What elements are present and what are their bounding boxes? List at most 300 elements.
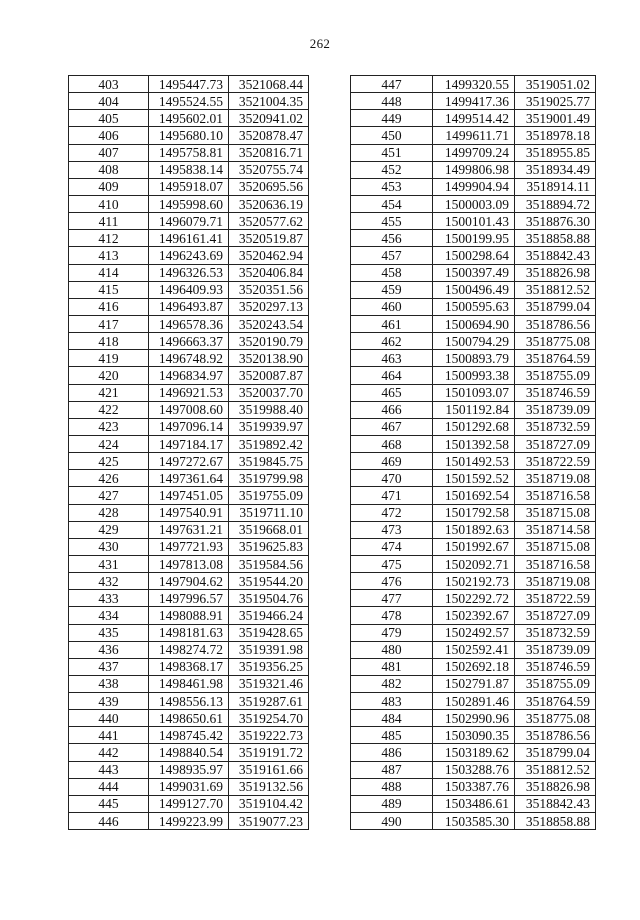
- point-number-cell: 474: [351, 538, 433, 555]
- y-coordinate-cell: 3520577.62: [229, 213, 309, 230]
- x-coordinate-cell: 1497184.17: [149, 435, 229, 452]
- y-coordinate-cell: 3518812.52: [515, 761, 596, 778]
- x-coordinate-cell: 1497361.64: [149, 470, 229, 487]
- x-coordinate-cell: 1497272.67: [149, 453, 229, 470]
- table-row: [69, 641, 309, 658]
- table-row: [69, 693, 309, 710]
- y-coordinate-cell: 3518894.72: [515, 195, 596, 212]
- table-row: [69, 264, 309, 281]
- x-coordinate-cell: 1498088.91: [149, 607, 229, 624]
- point-number-cell: 417: [69, 315, 149, 332]
- x-coordinate-cell: 1502891.46: [433, 693, 515, 710]
- table-row: [351, 693, 596, 710]
- x-coordinate-cell: 1498745.42: [149, 727, 229, 744]
- table-row: [69, 487, 309, 504]
- table-row: [69, 710, 309, 727]
- x-coordinate-cell: 1497540.91: [149, 504, 229, 521]
- y-coordinate-cell: 3519668.01: [229, 521, 309, 538]
- table-row: [69, 350, 309, 367]
- table-row: [351, 744, 596, 761]
- y-coordinate-cell: 3518739.09: [515, 641, 596, 658]
- y-coordinate-cell: 3518716.58: [515, 555, 596, 572]
- point-number-cell: 414: [69, 264, 149, 281]
- x-coordinate-cell: 1498650.61: [149, 710, 229, 727]
- point-number-cell: 476: [351, 573, 433, 590]
- table-row: [351, 538, 596, 555]
- point-number-cell: 470: [351, 470, 433, 487]
- table-row: [351, 401, 596, 418]
- point-number-cell: 426: [69, 470, 149, 487]
- x-coordinate-cell: 1502192.73: [433, 573, 515, 590]
- table-row: [69, 555, 309, 572]
- table-row: [351, 195, 596, 212]
- point-number-cell: 452: [351, 161, 433, 178]
- x-coordinate-cell: 1498368.17: [149, 658, 229, 675]
- table-row: [351, 590, 596, 607]
- y-coordinate-cell: 3520941.02: [229, 110, 309, 127]
- x-coordinate-cell: 1502492.57: [433, 624, 515, 641]
- table-row: [351, 93, 596, 110]
- x-coordinate-cell: 1500595.63: [433, 298, 515, 315]
- x-coordinate-cell: 1498556.13: [149, 693, 229, 710]
- table-row: [351, 264, 596, 281]
- x-coordinate-cell: 1496921.53: [149, 384, 229, 401]
- y-coordinate-cell: 3519025.77: [515, 93, 596, 110]
- point-number-cell: 442: [69, 744, 149, 761]
- point-number-cell: 405: [69, 110, 149, 127]
- x-coordinate-cell: 1503090.35: [433, 727, 515, 744]
- y-coordinate-cell: 3518746.59: [515, 384, 596, 401]
- point-number-cell: 436: [69, 641, 149, 658]
- table-row: [69, 230, 309, 247]
- y-coordinate-cell: 3518858.88: [515, 230, 596, 247]
- x-coordinate-cell: 1501892.63: [433, 521, 515, 538]
- x-coordinate-cell: 1496161.41: [149, 230, 229, 247]
- y-coordinate-cell: 3520138.90: [229, 350, 309, 367]
- x-coordinate-cell: 1503486.61: [433, 795, 515, 812]
- y-coordinate-cell: 3518739.09: [515, 401, 596, 418]
- y-coordinate-cell: 3520351.56: [229, 281, 309, 298]
- table-row: [351, 384, 596, 401]
- y-coordinate-cell: 3519356.25: [229, 658, 309, 675]
- point-number-cell: 478: [351, 607, 433, 624]
- y-coordinate-cell: 3518775.08: [515, 710, 596, 727]
- y-coordinate-cell: 3518732.59: [515, 418, 596, 435]
- table-row: [69, 384, 309, 401]
- table-row: [351, 504, 596, 521]
- x-coordinate-cell: 1499514.42: [433, 110, 515, 127]
- y-coordinate-cell: 3519466.24: [229, 607, 309, 624]
- point-number-cell: 466: [351, 401, 433, 418]
- y-coordinate-cell: 3520462.94: [229, 247, 309, 264]
- x-coordinate-cell: 1495838.14: [149, 161, 229, 178]
- x-coordinate-cell: 1497721.93: [149, 538, 229, 555]
- x-coordinate-cell: 1499031.69: [149, 778, 229, 795]
- table-row: [69, 521, 309, 538]
- point-number-cell: 450: [351, 127, 433, 144]
- point-number-cell: 443: [69, 761, 149, 778]
- table-row: [351, 110, 596, 127]
- y-coordinate-cell: 3518842.43: [515, 247, 596, 264]
- y-coordinate-cell: 3520037.70: [229, 384, 309, 401]
- y-coordinate-cell: 3518876.30: [515, 213, 596, 230]
- y-coordinate-cell: 3519161.66: [229, 761, 309, 778]
- y-coordinate-cell: 3519504.76: [229, 590, 309, 607]
- table-row: [69, 418, 309, 435]
- x-coordinate-cell: 1496079.71: [149, 213, 229, 230]
- table-row: [69, 127, 309, 144]
- x-coordinate-cell: 1495758.81: [149, 144, 229, 161]
- point-number-cell: 427: [69, 487, 149, 504]
- point-number-cell: 448: [351, 93, 433, 110]
- y-coordinate-cell: 3520406.84: [229, 264, 309, 281]
- point-number-cell: 482: [351, 675, 433, 692]
- y-coordinate-cell: 3518727.09: [515, 607, 596, 624]
- table-row: [69, 281, 309, 298]
- point-number-cell: 429: [69, 521, 149, 538]
- x-coordinate-cell: 1500694.90: [433, 315, 515, 332]
- y-coordinate-cell: 3518727.09: [515, 435, 596, 452]
- x-coordinate-cell: 1500794.29: [433, 333, 515, 350]
- point-number-cell: 456: [351, 230, 433, 247]
- point-number-cell: 477: [351, 590, 433, 607]
- x-coordinate-cell: 1501093.07: [433, 384, 515, 401]
- x-coordinate-cell: 1495447.73: [149, 76, 229, 93]
- y-coordinate-cell: 3518722.59: [515, 453, 596, 470]
- x-coordinate-cell: 1496409.93: [149, 281, 229, 298]
- point-number-cell: 411: [69, 213, 149, 230]
- y-coordinate-cell: 3519051.02: [515, 76, 596, 93]
- table-row: [351, 761, 596, 778]
- point-number-cell: 455: [351, 213, 433, 230]
- x-coordinate-cell: 1503585.30: [433, 813, 515, 830]
- point-number-cell: 486: [351, 744, 433, 761]
- y-coordinate-cell: 3519191.72: [229, 744, 309, 761]
- point-number-cell: 430: [69, 538, 149, 555]
- y-coordinate-cell: 3518714.58: [515, 521, 596, 538]
- table-row: [351, 418, 596, 435]
- x-coordinate-cell: 1496748.92: [149, 350, 229, 367]
- y-coordinate-cell: 3518812.52: [515, 281, 596, 298]
- point-number-cell: 485: [351, 727, 433, 744]
- point-number-cell: 416: [69, 298, 149, 315]
- point-number-cell: 425: [69, 453, 149, 470]
- point-number-cell: 438: [69, 675, 149, 692]
- point-number-cell: 469: [351, 453, 433, 470]
- x-coordinate-cell: 1496243.69: [149, 247, 229, 264]
- x-coordinate-cell: 1502092.71: [433, 555, 515, 572]
- x-coordinate-cell: 1497631.21: [149, 521, 229, 538]
- table-row: [69, 213, 309, 230]
- x-coordinate-cell: 1497996.57: [149, 590, 229, 607]
- point-number-cell: 435: [69, 624, 149, 641]
- y-coordinate-cell: 3520297.13: [229, 298, 309, 315]
- table-row: [351, 127, 596, 144]
- point-number-cell: 483: [351, 693, 433, 710]
- y-coordinate-cell: 3519132.56: [229, 778, 309, 795]
- point-number-cell: 465: [351, 384, 433, 401]
- x-coordinate-cell: 1500397.49: [433, 264, 515, 281]
- y-coordinate-cell: 3520243.54: [229, 315, 309, 332]
- point-number-cell: 439: [69, 693, 149, 710]
- point-number-cell: 473: [351, 521, 433, 538]
- table-row: [351, 470, 596, 487]
- page-number: 262: [309, 36, 331, 51]
- table-row: [351, 521, 596, 538]
- table-row: [351, 778, 596, 795]
- y-coordinate-cell: 3518799.04: [515, 298, 596, 315]
- x-coordinate-cell: 1498840.54: [149, 744, 229, 761]
- table-row: [69, 435, 309, 452]
- x-coordinate-cell: 1499904.94: [433, 178, 515, 195]
- table-row: [351, 281, 596, 298]
- point-number-cell: 461: [351, 315, 433, 332]
- x-coordinate-cell: 1496326.53: [149, 264, 229, 281]
- x-coordinate-cell: 1497451.05: [149, 487, 229, 504]
- y-coordinate-cell: 3518722.59: [515, 590, 596, 607]
- y-coordinate-cell: 3518786.56: [515, 727, 596, 744]
- table-row: [69, 144, 309, 161]
- point-number-cell: 449: [351, 110, 433, 127]
- point-number-cell: 471: [351, 487, 433, 504]
- y-coordinate-cell: 3519845.75: [229, 453, 309, 470]
- point-number-cell: 422: [69, 401, 149, 418]
- x-coordinate-cell: 1498181.63: [149, 624, 229, 641]
- table-row: [69, 538, 309, 555]
- point-number-cell: 447: [351, 76, 433, 93]
- point-number-cell: 463: [351, 350, 433, 367]
- point-number-cell: 409: [69, 178, 149, 195]
- point-number-cell: 440: [69, 710, 149, 727]
- point-number-cell: 481: [351, 658, 433, 675]
- y-coordinate-cell: 3518764.59: [515, 693, 596, 710]
- table-row: [69, 470, 309, 487]
- y-coordinate-cell: 3518978.18: [515, 127, 596, 144]
- point-number-cell: 490: [351, 813, 433, 830]
- y-coordinate-cell: 3520695.56: [229, 178, 309, 195]
- table-row: [351, 350, 596, 367]
- y-coordinate-cell: 3518842.43: [515, 795, 596, 812]
- point-number-cell: 408: [69, 161, 149, 178]
- point-number-cell: 432: [69, 573, 149, 590]
- x-coordinate-cell: 1500298.64: [433, 247, 515, 264]
- point-number-cell: 415: [69, 281, 149, 298]
- y-coordinate-cell: 3519428.65: [229, 624, 309, 641]
- table-row: [69, 778, 309, 795]
- table-row: [69, 607, 309, 624]
- y-coordinate-cell: 3518799.04: [515, 744, 596, 761]
- x-coordinate-cell: 1496834.97: [149, 367, 229, 384]
- table-row: [69, 76, 309, 93]
- y-coordinate-cell: 3519254.70: [229, 710, 309, 727]
- x-coordinate-cell: 1495602.01: [149, 110, 229, 127]
- table-row: [69, 590, 309, 607]
- table-row: [69, 367, 309, 384]
- x-coordinate-cell: 1500003.09: [433, 195, 515, 212]
- table-row: [69, 675, 309, 692]
- point-number-cell: 431: [69, 555, 149, 572]
- point-number-cell: 407: [69, 144, 149, 161]
- table-row: [69, 110, 309, 127]
- y-coordinate-cell: 3520190.79: [229, 333, 309, 350]
- y-coordinate-cell: 3518719.08: [515, 470, 596, 487]
- point-number-cell: 444: [69, 778, 149, 795]
- x-coordinate-cell: 1502990.96: [433, 710, 515, 727]
- x-coordinate-cell: 1503387.76: [433, 778, 515, 795]
- point-number-cell: 413: [69, 247, 149, 264]
- x-coordinate-cell: 1498274.72: [149, 641, 229, 658]
- point-number-cell: 489: [351, 795, 433, 812]
- y-coordinate-cell: 3519001.49: [515, 110, 596, 127]
- x-coordinate-cell: 1496663.37: [149, 333, 229, 350]
- table-row: [69, 658, 309, 675]
- x-coordinate-cell: 1496493.87: [149, 298, 229, 315]
- y-coordinate-cell: 3518719.08: [515, 573, 596, 590]
- y-coordinate-cell: 3519711.10: [229, 504, 309, 521]
- x-coordinate-cell: 1501792.58: [433, 504, 515, 521]
- table-row: [351, 555, 596, 572]
- y-coordinate-cell: 3518826.98: [515, 778, 596, 795]
- point-number-cell: 410: [69, 195, 149, 212]
- y-coordinate-cell: 3518786.56: [515, 315, 596, 332]
- point-number-cell: 423: [69, 418, 149, 435]
- table-row: [69, 247, 309, 264]
- y-coordinate-cell: 3519222.73: [229, 727, 309, 744]
- table-row: [69, 761, 309, 778]
- y-coordinate-cell: 3520636.19: [229, 195, 309, 212]
- x-coordinate-cell: 1500496.49: [433, 281, 515, 298]
- x-coordinate-cell: 1499320.55: [433, 76, 515, 93]
- point-number-cell: 412: [69, 230, 149, 247]
- x-coordinate-cell: 1502692.18: [433, 658, 515, 675]
- table-row: [351, 710, 596, 727]
- x-coordinate-cell: 1500993.38: [433, 367, 515, 384]
- x-coordinate-cell: 1501192.84: [433, 401, 515, 418]
- y-coordinate-cell: 3519287.61: [229, 693, 309, 710]
- x-coordinate-cell: 1499417.36: [433, 93, 515, 110]
- point-number-cell: 434: [69, 607, 149, 624]
- x-coordinate-cell: 1501492.53: [433, 453, 515, 470]
- point-number-cell: 464: [351, 367, 433, 384]
- x-coordinate-cell: 1495918.07: [149, 178, 229, 195]
- point-number-cell: 467: [351, 418, 433, 435]
- y-coordinate-cell: 3519755.09: [229, 487, 309, 504]
- table-row: [351, 76, 596, 93]
- x-coordinate-cell: 1500893.79: [433, 350, 515, 367]
- y-coordinate-cell: 3519939.97: [229, 418, 309, 435]
- point-number-cell: 403: [69, 76, 149, 93]
- point-number-cell: 406: [69, 127, 149, 144]
- table-row: [69, 333, 309, 350]
- y-coordinate-cell: 3518746.59: [515, 658, 596, 675]
- y-coordinate-cell: 3519077.23: [229, 813, 309, 830]
- coordinates-table-right: [350, 75, 596, 830]
- point-number-cell: 424: [69, 435, 149, 452]
- table-row: [69, 195, 309, 212]
- x-coordinate-cell: 1495680.10: [149, 127, 229, 144]
- point-number-cell: 457: [351, 247, 433, 264]
- table-row: [351, 213, 596, 230]
- point-number-cell: 475: [351, 555, 433, 572]
- point-number-cell: 404: [69, 93, 149, 110]
- coordinates-table-left: [68, 75, 309, 830]
- y-coordinate-cell: 3518934.49: [515, 161, 596, 178]
- y-coordinate-cell: 3518715.08: [515, 504, 596, 521]
- y-coordinate-cell: 3520878.47: [229, 127, 309, 144]
- point-number-cell: 453: [351, 178, 433, 195]
- table-row: [351, 333, 596, 350]
- x-coordinate-cell: 1503189.62: [433, 744, 515, 761]
- x-coordinate-cell: 1497096.14: [149, 418, 229, 435]
- table-row: [351, 230, 596, 247]
- x-coordinate-cell: 1501592.52: [433, 470, 515, 487]
- point-number-cell: 484: [351, 710, 433, 727]
- table-row: [351, 573, 596, 590]
- x-coordinate-cell: 1498461.98: [149, 675, 229, 692]
- table-row: [351, 624, 596, 641]
- y-coordinate-cell: 3518826.98: [515, 264, 596, 281]
- table-row: [351, 487, 596, 504]
- table-row: [69, 504, 309, 521]
- x-coordinate-cell: 1497813.08: [149, 555, 229, 572]
- y-coordinate-cell: 3518755.09: [515, 367, 596, 384]
- point-number-cell: 451: [351, 144, 433, 161]
- x-coordinate-cell: 1503288.76: [433, 761, 515, 778]
- x-coordinate-cell: 1499709.24: [433, 144, 515, 161]
- table-row: [351, 641, 596, 658]
- y-coordinate-cell: 3518858.88: [515, 813, 596, 830]
- x-coordinate-cell: 1499611.71: [433, 127, 515, 144]
- x-coordinate-cell: 1497904.62: [149, 573, 229, 590]
- x-coordinate-cell: 1502292.72: [433, 590, 515, 607]
- x-coordinate-cell: 1499127.70: [149, 795, 229, 812]
- point-number-cell: 480: [351, 641, 433, 658]
- table-row: [351, 178, 596, 195]
- table-row: [69, 161, 309, 178]
- y-coordinate-cell: 3518914.11: [515, 178, 596, 195]
- table-row: [351, 367, 596, 384]
- y-coordinate-cell: 3519104.42: [229, 795, 309, 812]
- x-coordinate-cell: 1502592.41: [433, 641, 515, 658]
- table-row: [69, 315, 309, 332]
- table-row: [69, 624, 309, 641]
- y-coordinate-cell: 3519799.98: [229, 470, 309, 487]
- table-row: [69, 573, 309, 590]
- y-coordinate-cell: 3521004.35: [229, 93, 309, 110]
- x-coordinate-cell: 1495998.60: [149, 195, 229, 212]
- x-coordinate-cell: 1499223.99: [149, 813, 229, 830]
- y-coordinate-cell: 3519892.42: [229, 435, 309, 452]
- y-coordinate-cell: 3518775.08: [515, 333, 596, 350]
- y-coordinate-cell: 3519584.56: [229, 555, 309, 572]
- x-coordinate-cell: 1496578.36: [149, 315, 229, 332]
- y-coordinate-cell: 3519391.98: [229, 641, 309, 658]
- x-coordinate-cell: 1499806.98: [433, 161, 515, 178]
- point-number-cell: 433: [69, 590, 149, 607]
- point-number-cell: 454: [351, 195, 433, 212]
- point-number-cell: 458: [351, 264, 433, 281]
- point-number-cell: 487: [351, 761, 433, 778]
- point-number-cell: 460: [351, 298, 433, 315]
- point-number-cell: 468: [351, 435, 433, 452]
- y-coordinate-cell: 3520816.71: [229, 144, 309, 161]
- x-coordinate-cell: 1502392.67: [433, 607, 515, 624]
- x-coordinate-cell: 1501992.67: [433, 538, 515, 555]
- point-number-cell: 437: [69, 658, 149, 675]
- y-coordinate-cell: 3518955.85: [515, 144, 596, 161]
- y-coordinate-cell: 3518715.08: [515, 538, 596, 555]
- table-row: [351, 675, 596, 692]
